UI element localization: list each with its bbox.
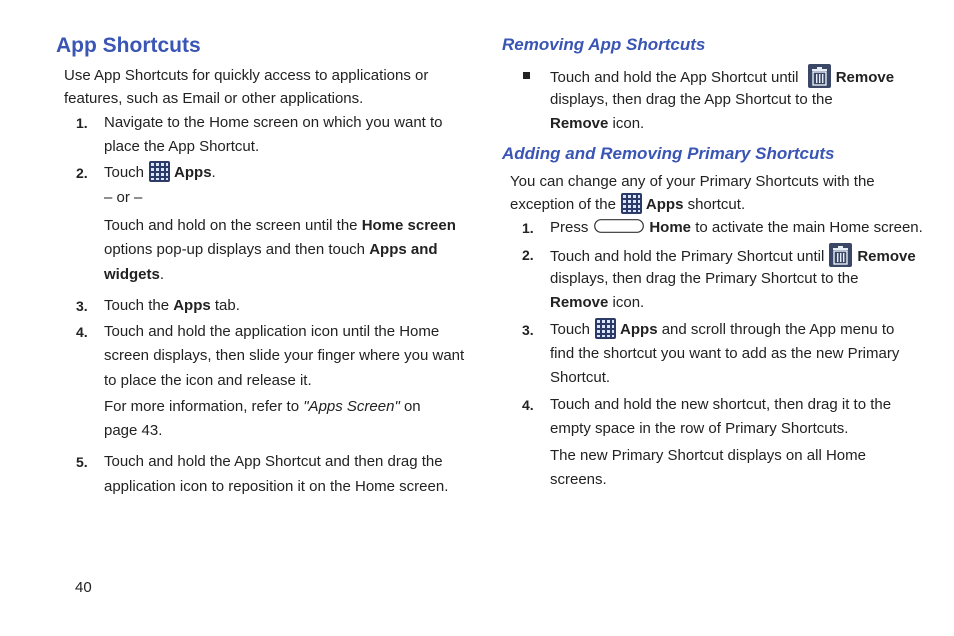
step-text: displays, then drag the Primary Shortcut to the <box>550 270 859 287</box>
step-text: application icon to reposition it on the Home screen. <box>104 478 449 495</box>
step-text <box>550 243 916 269</box>
step-number: 1. <box>76 115 88 131</box>
apps-widgets-label: Apps and <box>369 241 438 258</box>
note-text: The new Primary Shortcut displays on all Home <box>550 447 866 464</box>
step-text <box>550 216 923 240</box>
step-number: 4. <box>76 324 88 340</box>
apps-grid-icon <box>595 318 616 339</box>
section-title-primary: Adding and Removing Primary Shortcuts <box>502 144 835 163</box>
step-text: Shortcut. <box>550 369 611 386</box>
trash-icon <box>808 64 831 88</box>
remove-label: Remove <box>550 294 609 311</box>
intro-line: You can change any of your Primary Shortcuts with the <box>510 173 875 190</box>
step-text: to place the icon and release it. <box>104 372 312 389</box>
step-text-part: For more information, refer to <box>104 398 304 415</box>
intro-line <box>510 193 745 217</box>
step-text-part: Touch and hold on the screen until the <box>104 217 362 234</box>
step-text: empty space in the row of Primary Shortcuts. <box>550 420 849 437</box>
step-text-part: Touch the <box>104 297 174 314</box>
remove-label: Remove <box>835 69 895 86</box>
step-text-part: . <box>159 266 165 283</box>
step-text-part: to activate the main Home screen. <box>691 219 923 236</box>
step-text <box>550 291 644 315</box>
step-text-part: tab. <box>210 297 240 314</box>
step-text-part: on <box>399 398 421 415</box>
step-number: 2. <box>76 165 88 181</box>
step-text-part: Touch <box>550 321 591 338</box>
step-text <box>550 318 894 342</box>
step-text: Touch and hold the application icon until the Home <box>104 323 440 340</box>
note-text: screens. <box>550 471 607 488</box>
trash-icon <box>829 243 852 267</box>
intro-line: features, such as Email or other applications. <box>64 90 364 107</box>
step-text-part: Touch and hold the Primary Shortcut until <box>550 248 825 265</box>
step-text-part: options pop-up displays and then touch <box>104 241 370 258</box>
step-text-part: icon. <box>608 115 645 132</box>
apps-tab-label: Apps <box>173 297 211 314</box>
step-text-part: and scroll through the App menu to <box>657 321 895 338</box>
intro-line: Use App Shortcuts for quickly access to applications or <box>64 67 429 84</box>
remove-label: Remove <box>550 115 609 132</box>
step-text: Touch and hold the App Shortcut and then drag the <box>104 453 443 470</box>
home-screen-label: Home screen <box>361 217 456 234</box>
step-text-part: icon. <box>608 294 645 311</box>
step-number: 1. <box>522 220 534 236</box>
widgets-label: widgets <box>104 266 160 283</box>
step-text: Navigate to the Home screen on which you want to <box>104 114 443 131</box>
step-number: 5. <box>76 454 88 470</box>
step-text <box>104 161 216 185</box>
reference-text: page 43. <box>104 422 163 439</box>
bullet-text <box>550 64 894 90</box>
step-text <box>104 238 438 262</box>
step-number: 3. <box>76 298 88 314</box>
step-text-part: Touch <box>104 164 145 181</box>
step-text: Touch and hold the new shortcut, then drag it to the <box>550 396 892 413</box>
step-text-part: shortcut. <box>683 196 746 213</box>
step-number: 2. <box>522 247 534 263</box>
bullet-text: displays, then drag the App Shortcut to the <box>550 91 833 108</box>
cross-reference-link[interactable]: "Apps Screen" <box>303 398 400 415</box>
home-label: Home <box>649 219 692 236</box>
or-separator: – or – <box>104 189 143 206</box>
bullet-text <box>550 112 644 136</box>
home-key-icon <box>594 219 644 233</box>
apps-label: Apps <box>645 196 684 213</box>
step-text: screen displays, then slide your finger where you want <box>104 347 465 364</box>
section-title-removing: Removing App Shortcuts <box>502 35 706 54</box>
bullet-square <box>523 72 530 79</box>
step-text <box>104 294 240 318</box>
remove-label: Remove <box>857 248 916 265</box>
step-text <box>104 214 456 238</box>
step-text-part: exception of the <box>510 196 616 213</box>
apps-grid-icon <box>621 193 642 214</box>
apps-label: Apps <box>620 321 658 338</box>
step-text <box>104 263 164 287</box>
step-text: place the App Shortcut. <box>104 138 260 155</box>
reference-text <box>104 395 421 419</box>
step-number: 4. <box>522 397 534 413</box>
step-number: 3. <box>522 322 534 338</box>
step-text-part: . <box>211 164 216 181</box>
step-text: find the shortcut you want to add as the new Primary <box>550 345 900 362</box>
page-title: App Shortcuts <box>56 34 201 57</box>
apps-label: Apps <box>174 164 212 181</box>
page-number: 40 <box>75 579 92 596</box>
step-text-part: Press <box>550 219 589 236</box>
step-text-part: Touch and hold the App Shortcut until <box>550 69 803 86</box>
apps-grid-icon <box>149 161 170 182</box>
